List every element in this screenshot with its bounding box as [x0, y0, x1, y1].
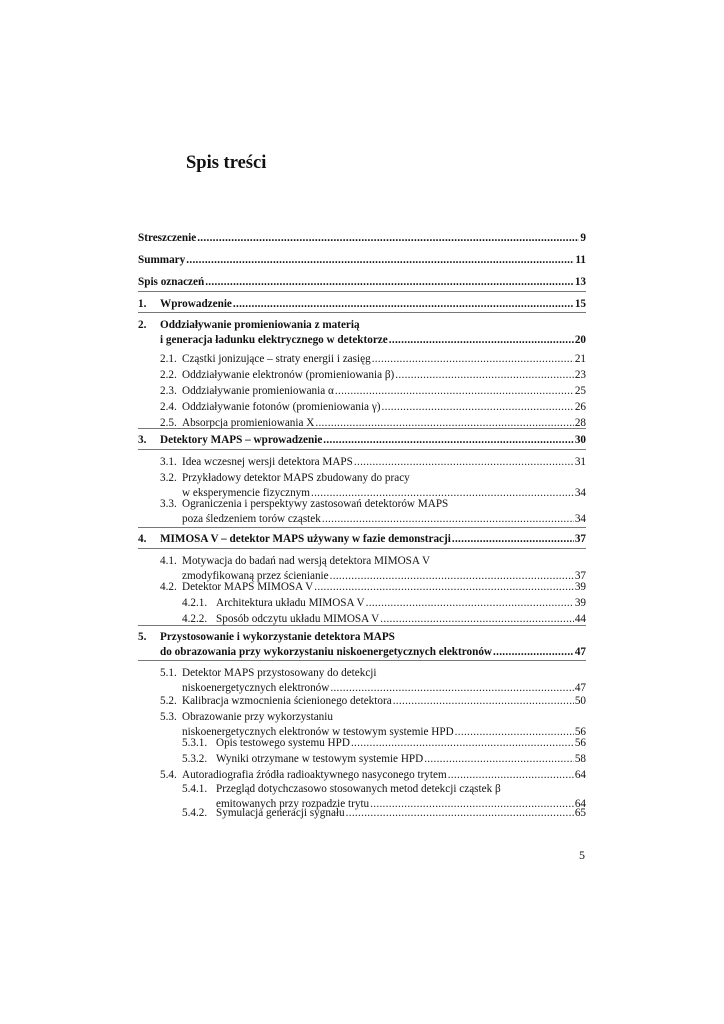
- dot-leader: [186, 253, 574, 268]
- toc-page-number: 23: [574, 369, 586, 381]
- toc-page-number: 11: [575, 254, 586, 266]
- toc-entry-number: 1.: [138, 298, 147, 310]
- toc-entry-number: 2.1.: [160, 353, 177, 365]
- toc-entry-number: 5.1.: [160, 667, 177, 679]
- toc-page-number: 37: [574, 533, 586, 545]
- toc-entry-title: i generacja ładunku elektrycznego w detektorze: [160, 333, 388, 346]
- toc-entry-title: w eksperymencie fizycznym: [182, 486, 310, 499]
- toc-page-number: 56: [574, 725, 586, 738]
- toc-entry: [138, 455, 586, 470]
- dot-leader: [389, 333, 574, 348]
- toc-page-number: 28: [574, 417, 586, 429]
- toc-entry: [138, 297, 586, 312]
- dot-leader: [395, 368, 574, 383]
- toc-page-number: 64: [574, 797, 586, 810]
- toc-entry: [138, 497, 586, 526]
- toc-entry-title: poza śledzeniem torów cząstek: [182, 512, 321, 525]
- toc-page-number: 44: [574, 613, 586, 625]
- toc-entry-number: 4.2.1.: [182, 597, 208, 609]
- dot-leader: [393, 694, 574, 709]
- toc-entry: [138, 253, 586, 268]
- toc-entry-title: Przystosowanie i wykorzystanie detektora MAPS: [160, 631, 395, 643]
- toc-page-number: 15: [574, 298, 586, 310]
- toc-entry: [138, 532, 586, 547]
- toc-page-number: 64: [574, 769, 586, 781]
- toc-entry-title: Cząstki jonizujące – straty energii i zasięg: [182, 353, 371, 365]
- toc-entry-title: Autoradiografia źródła radioaktywnego nasyconego trytem: [182, 769, 447, 781]
- toc-entry: [138, 694, 586, 709]
- toc-page-number: 37: [574, 569, 586, 582]
- dot-leader: [382, 400, 574, 415]
- toc-page-number: 34: [574, 512, 586, 525]
- toc-entry-number: 5.4.: [160, 769, 177, 781]
- toc-page-number: 9: [580, 232, 586, 244]
- toc-entry: [138, 400, 586, 415]
- toc-entry-title: Przykładowy detektor MAPS zbudowany do pracy: [182, 472, 410, 484]
- toc-entry-number: 2.3.: [160, 385, 177, 397]
- toc-entry-title: emitowanych przy rozpadzie trytu: [216, 797, 370, 810]
- dot-leader: [452, 532, 574, 547]
- toc-entry-title: Streszczenie: [138, 232, 197, 244]
- section-divider: [138, 449, 586, 450]
- toc-entry-title: Oddziaływanie promieniowania α: [182, 385, 334, 397]
- toc-entry-number: 5.4.2.: [182, 807, 208, 819]
- toc-entry-number: 5.2.: [160, 695, 177, 707]
- toc-entry: [138, 231, 586, 246]
- toc-entry-title: Idea wczesnej wersji detektora MAPS: [182, 456, 353, 468]
- toc-page-number: 20: [574, 333, 586, 346]
- section-divider: [138, 625, 586, 626]
- toc-page-number: 39: [574, 581, 586, 593]
- toc-entry-title: Symulacja generacji sygnału: [216, 807, 345, 819]
- toc-entry: [138, 368, 586, 383]
- page-title: Spis treści: [186, 153, 267, 173]
- page-number: 5: [579, 848, 585, 862]
- dot-leader: [372, 352, 574, 367]
- toc-entry-number: 2.5.: [160, 417, 177, 429]
- dot-leader: [351, 736, 574, 751]
- dot-leader: [197, 231, 579, 246]
- toc-entry-number: 3.2.: [160, 472, 177, 484]
- toc-entry-number: 2.2.: [160, 369, 177, 381]
- toc-page-number: 47: [574, 681, 586, 694]
- toc-entry-number: 3.1.: [160, 456, 177, 468]
- toc-entry-title: Ograniczenia i perspektywy zastosowań detektorów MAPS: [182, 498, 449, 510]
- toc-page-number: 39: [574, 597, 586, 609]
- toc-entry-title: Sposób odczytu układu MIMOSA V: [216, 613, 380, 625]
- dot-leader: [335, 384, 574, 399]
- toc-entry-title: Wyniki otrzymane w testowym systemie HPD: [216, 753, 424, 765]
- section-divider: [138, 660, 586, 661]
- toc-page-number: 58: [574, 753, 586, 765]
- toc-entry: [138, 352, 586, 367]
- toc-entry-number: 3.: [138, 434, 147, 446]
- toc-entry-title: Kalibracja wzmocnienia ścienionego detektora: [182, 695, 392, 707]
- toc-entry-number: 3.3.: [160, 498, 177, 510]
- toc-entry-title: MIMOSA V – detektor MAPS używany w fazie demonstracji: [160, 533, 451, 545]
- toc-entry-title: Oddziaływanie fotonów (promieniowania γ): [182, 401, 381, 413]
- toc-entry-title: Summary: [138, 254, 186, 266]
- toc-page-number: 31: [574, 456, 586, 468]
- toc-page-number: 13: [574, 276, 586, 288]
- toc-page-number: 25: [574, 385, 586, 397]
- toc-entry: [138, 630, 586, 659]
- toc-entry-title: Architektura układu MIMOSA V: [216, 597, 365, 609]
- toc-entry-title: Opis testowego systemu HPD: [216, 737, 350, 749]
- toc-page-number: 26: [574, 401, 586, 413]
- dot-leader: [323, 433, 574, 448]
- dot-leader: [330, 681, 573, 696]
- dot-leader: [424, 752, 574, 767]
- toc-entry: [138, 596, 586, 611]
- section-divider: [138, 428, 586, 429]
- section-divider: [138, 291, 586, 292]
- dot-leader: [448, 768, 574, 783]
- toc-page-number: 56: [574, 737, 586, 749]
- toc-entry: [138, 471, 586, 500]
- toc-entry-number: 2.4.: [160, 401, 177, 413]
- dot-leader: [233, 297, 574, 312]
- toc-entry-title: Oddziaływanie elektronów (promieniowania β): [182, 369, 395, 381]
- section-divider: [138, 548, 586, 549]
- toc-entry-number: 5.3.2.: [182, 753, 208, 765]
- toc-entry-number: 2.: [138, 319, 147, 331]
- toc-page-number: 21: [574, 353, 586, 365]
- toc-entry-title: Detektory MAPS – wprowadzenie: [160, 434, 323, 446]
- toc-entry-number: 5.4.1.: [182, 783, 208, 795]
- toc-entry: [138, 768, 586, 783]
- toc-page-number: 34: [574, 486, 586, 499]
- toc-page-number: 65: [574, 807, 586, 819]
- toc-entry-title: Oddziaływanie promieniowania z materią: [160, 319, 360, 331]
- toc-entry: [138, 736, 586, 751]
- dot-leader: [493, 645, 574, 660]
- toc-entry: [138, 275, 586, 290]
- section-divider: [138, 527, 586, 528]
- toc-entry-title: zmodyfikowaną przez ścienianie: [182, 569, 329, 582]
- dot-leader: [354, 455, 574, 470]
- toc-entry-title: Detektor MAPS przystosowany do detekcji: [182, 667, 377, 679]
- toc-entry: [138, 433, 586, 448]
- dot-leader: [322, 512, 574, 527]
- dot-leader: [346, 806, 574, 821]
- toc-entry: [138, 666, 586, 695]
- toc-entry: [138, 318, 586, 347]
- toc-entry-number: 5.3.1.: [182, 737, 208, 749]
- toc-entry-title: niskoenergetycznych elektronów: [182, 681, 330, 694]
- toc-entry: [138, 580, 586, 595]
- toc-entry: [138, 710, 586, 739]
- toc-entry-title: niskoenergetycznych elektronów w testowym systemie HPD: [182, 725, 454, 738]
- dot-leader: [314, 580, 574, 595]
- toc-entry: [138, 752, 586, 767]
- toc-entry-title: do obrazowania przy wykorzystaniu niskoenergetycznych elektronów: [160, 645, 492, 658]
- toc-entry-number: 4.1.: [160, 555, 177, 567]
- toc-entry-title: Wprowadzenie: [160, 298, 232, 310]
- toc-entry-title: Absorpcja promieniowania X: [182, 417, 315, 429]
- dot-leader: [205, 275, 574, 290]
- toc-entry-title: Przegląd dotychczasowo stosowanych metod detekcji cząstek β: [216, 783, 501, 795]
- toc-entry-title: Obrazowanie przy wykorzystaniu: [182, 711, 333, 723]
- toc-page-number: 30: [574, 434, 586, 446]
- toc-entry-title: Spis oznaczeń: [138, 276, 205, 288]
- toc-entry: [138, 554, 586, 583]
- toc-entry: [138, 806, 586, 821]
- dot-leader: [366, 596, 574, 611]
- toc-entry-number: 4.2.2.: [182, 613, 208, 625]
- toc-page-number: 47: [574, 645, 586, 658]
- section-divider: [138, 312, 586, 313]
- toc-entry-number: 4.2.: [160, 581, 177, 593]
- toc-entry-title: Motywacja do badań nad wersją detektora MIMOSA V: [182, 555, 431, 567]
- toc-entry-number: 5.3.: [160, 711, 177, 723]
- toc-entry: [138, 384, 586, 399]
- toc-entry-number: 4.: [138, 533, 147, 545]
- toc-entry-title: Detektor MAPS MIMOSA V: [182, 581, 314, 593]
- toc-page-number: 50: [574, 695, 586, 707]
- toc-entry-number: 5.: [138, 631, 147, 643]
